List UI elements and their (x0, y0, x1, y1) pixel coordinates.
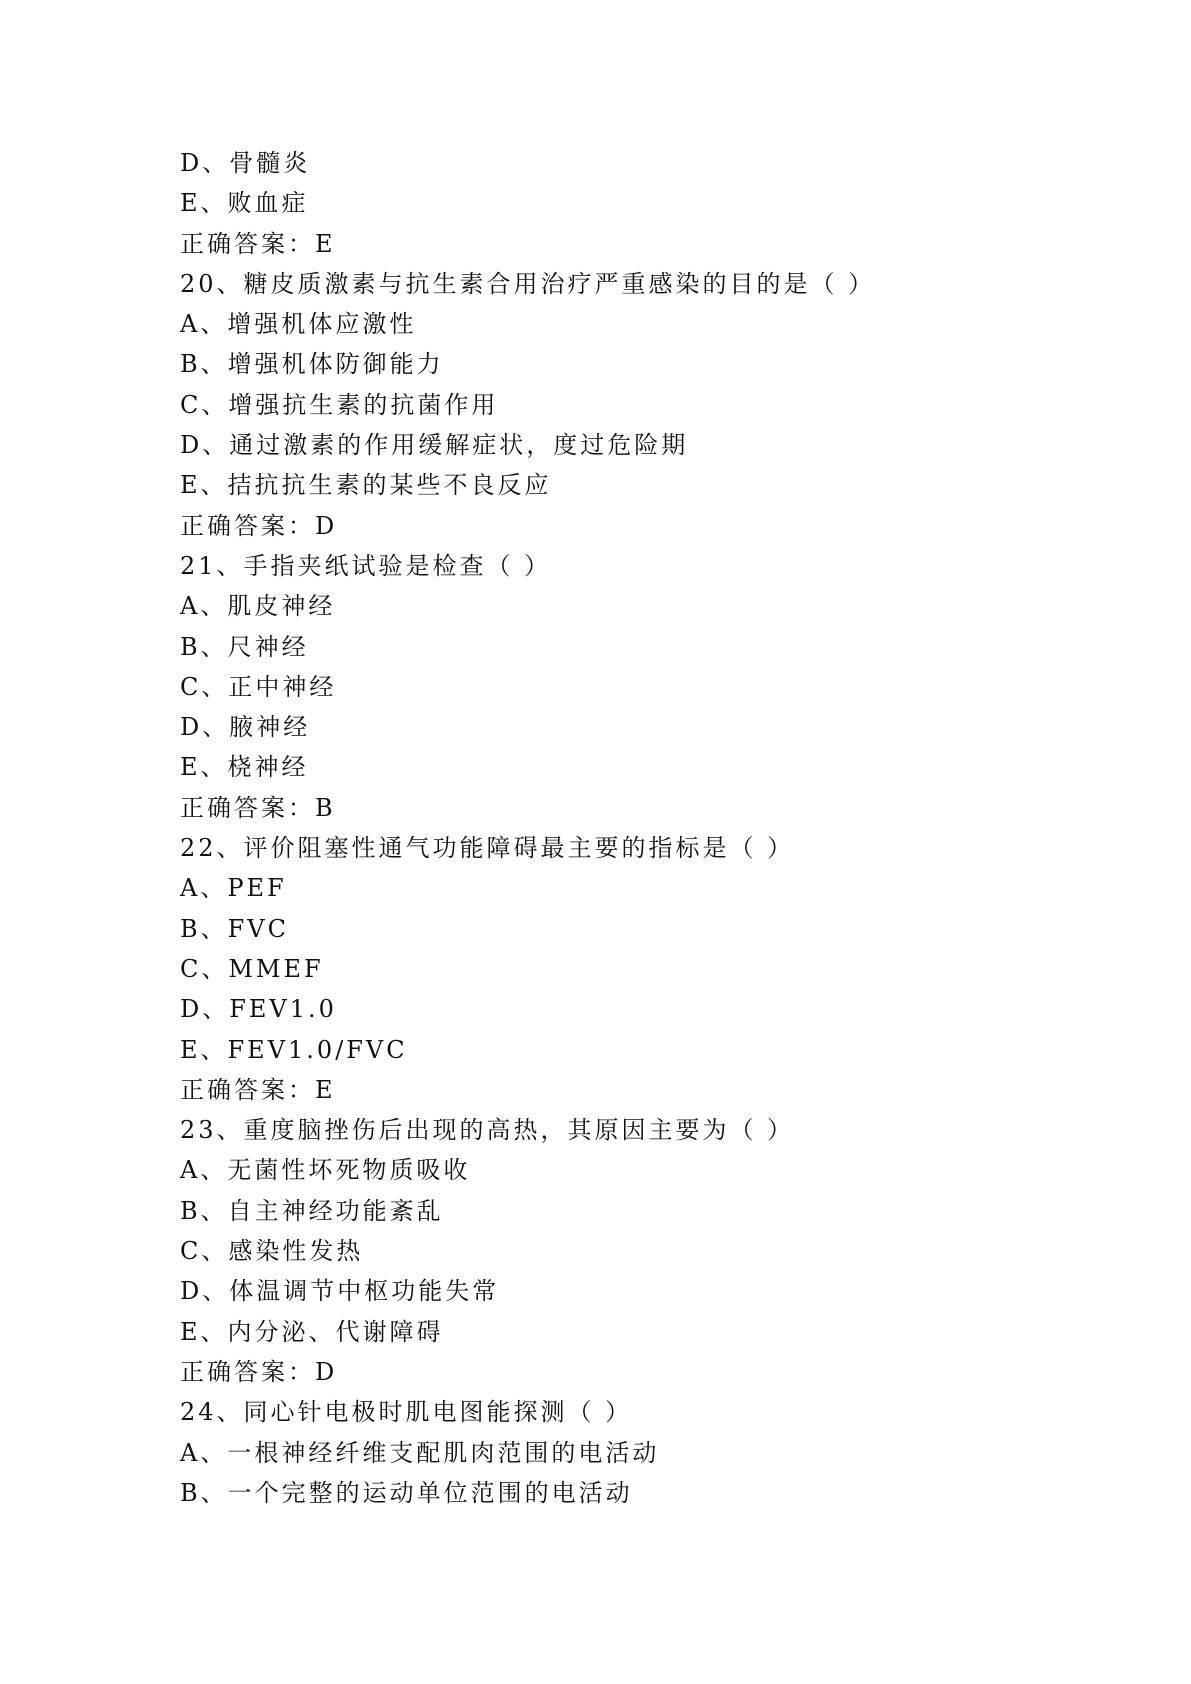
option-line: B、一个完整的运动单位范围的电活动 (180, 1478, 633, 1507)
answer-line: 正确答案：E (180, 229, 336, 258)
answer-line: 正确答案：B (180, 793, 336, 822)
option-line: B、增强机体防御能力 (180, 350, 444, 379)
option-line: D、体温调节中枢功能失常 (180, 1277, 500, 1306)
answer-line: 正确答案：E (180, 1075, 336, 1104)
option-line: A、一根神经纤维支配肌肉范围的电活动 (180, 1438, 660, 1467)
option-line: D、通过激素的作用缓解症状，度过危险期 (180, 431, 689, 460)
question-line: 24、同心针电极时肌电图能探测（ ） (180, 1398, 633, 1427)
option-line: A、PEF (180, 874, 287, 903)
option-line: B、FVC (180, 914, 289, 943)
option-line: E、内分泌、代谢障碍 (180, 1317, 444, 1346)
option-line: E、拮抗抗生素的某些不良反应 (180, 471, 552, 500)
option-line: C、正中神经 (180, 672, 337, 701)
option-line: C、感染性发热 (180, 1237, 364, 1266)
option-line: E、桡神经 (180, 753, 309, 782)
question-list (180, 143, 1080, 1513)
option-line: D、FEV1.0 (180, 995, 337, 1024)
question-line: 23、重度脑挫伤后出现的高热，其原因主要为（ ） (180, 1116, 795, 1145)
option-line: C、MMEF (180, 954, 324, 983)
answer-line: 正确答案：D (180, 511, 338, 540)
answer-line: 正确答案：D (180, 1357, 338, 1386)
question-line: 21、手指夹纸试验是检查（ ） (180, 551, 552, 580)
question-line: 22、评价阻塞性通气功能障碍最主要的指标是（ ） (180, 834, 795, 863)
option-line: A、肌皮神经 (180, 592, 336, 621)
option-line: D、骨髓炎 (180, 149, 311, 177)
question-line: 20、糖皮质激素与抗生素合用治疗严重感染的目的是（ ） (180, 269, 876, 298)
option-line: C、增强抗生素的抗菌作用 (180, 390, 499, 419)
option-line: E、败血症 (180, 189, 309, 218)
option-line: A、增强机体应激性 (180, 310, 417, 339)
option-line: E、FEV1.0/FVC (180, 1035, 408, 1064)
option-line: B、自主神经功能紊乱 (180, 1196, 444, 1225)
option-line: D、腋神经 (180, 713, 311, 742)
option-line: A、无菌性坏死物质吸收 (180, 1156, 471, 1185)
option-line: B、尺神经 (180, 632, 309, 661)
